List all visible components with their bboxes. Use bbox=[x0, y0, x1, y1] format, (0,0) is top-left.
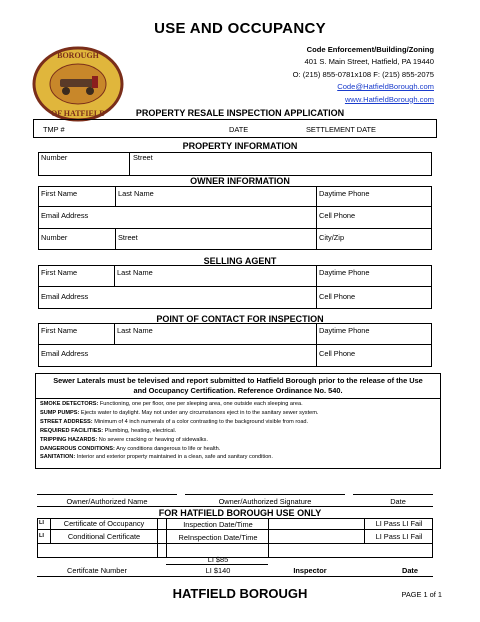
contact-email-label: Email Address bbox=[41, 349, 89, 358]
contact-first-name-label: First Name bbox=[41, 326, 78, 335]
divider bbox=[114, 323, 115, 344]
divider bbox=[316, 323, 317, 367]
divider bbox=[364, 518, 365, 543]
signature-date-label: Date bbox=[390, 497, 406, 506]
divider bbox=[114, 265, 115, 286]
agent-last-name-label: Last Name bbox=[117, 268, 153, 277]
owner-street-label: Street bbox=[118, 233, 138, 242]
fee-140[interactable]: LI $140 bbox=[205, 566, 231, 575]
reinspection-date-label: ReInspection Date/Time bbox=[178, 533, 258, 542]
divider bbox=[38, 286, 432, 287]
owner-authorized-signature-label: Owner/Authorized Signature bbox=[218, 497, 312, 506]
divider bbox=[115, 228, 116, 250]
contact-cell-label: Cell Phone bbox=[319, 349, 356, 358]
divider bbox=[166, 518, 167, 558]
divider bbox=[316, 265, 317, 309]
list-item: STREET ADDRESS: Minimum of 4 inch numerals of a color contrasting to the background visible from road. bbox=[40, 418, 309, 425]
signature-date-line[interactable] bbox=[353, 494, 433, 495]
selling-agent-heading: SELLING AGENT bbox=[203, 256, 277, 266]
property-street-label: Street bbox=[133, 153, 153, 162]
agent-section bbox=[38, 265, 432, 309]
street-address: 401 S. Main Street, Hatfield, PA 19440 bbox=[304, 57, 434, 67]
list-item: REQUIRED FACILITIES: Plumbing, heating, electrical. bbox=[40, 427, 177, 434]
page-title: USE AND OCCUPANCY bbox=[154, 20, 326, 37]
divider bbox=[38, 344, 432, 345]
agent-first-name-label: First Name bbox=[41, 268, 78, 277]
divider bbox=[38, 206, 432, 207]
settlement-date-label: SETTLEMENT DATE bbox=[306, 125, 376, 134]
owner-section bbox=[38, 186, 432, 250]
agent-email-label: Email Address bbox=[41, 292, 89, 301]
certificate-of-occupancy-label: Certificate of Occupancy bbox=[63, 519, 145, 528]
inspection-date-footer-label: Date bbox=[401, 566, 419, 575]
tmp-label: TMP # bbox=[43, 125, 65, 134]
inspector-label: Inspector bbox=[293, 566, 327, 575]
divider bbox=[35, 398, 441, 399]
contact-block bbox=[258, 44, 434, 106]
page-number: PAGE 1 of 1 bbox=[401, 590, 442, 599]
divider bbox=[115, 186, 116, 206]
office-use-heading: FOR HATFIELD BOROUGH USE ONLY bbox=[158, 508, 322, 518]
divider bbox=[166, 564, 268, 565]
owner-name-line[interactable] bbox=[37, 494, 177, 495]
sewer-lateral-notice bbox=[35, 376, 441, 396]
application-title: PROPERTY RESALE INSPECTION APPLICATION bbox=[135, 108, 345, 118]
list-item: SUMP PUMPS: Ejects water to daylight. May not under any circumstances eject in to the sanitary sewer system. bbox=[40, 409, 319, 416]
agent-cell-label: Cell Phone bbox=[319, 292, 356, 301]
list-item: TRIPPING HAZARDS: No severe cracking or heaving of sidewalks. bbox=[40, 436, 208, 443]
divider bbox=[37, 506, 433, 507]
pass-fail-1[interactable]: LI Pass LI Fail bbox=[375, 519, 423, 528]
divider bbox=[316, 186, 317, 250]
owner-authorized-name-label: Owner/Authorized Name bbox=[66, 497, 148, 506]
date-label: DATE bbox=[229, 125, 249, 134]
co-checkbox[interactable]: LI bbox=[39, 520, 44, 526]
divider bbox=[129, 152, 130, 176]
divider bbox=[37, 529, 433, 530]
contact-section bbox=[38, 323, 432, 367]
phone-fax: O: (215) 855-0781x108 F: (215) 855-2075 bbox=[292, 69, 434, 79]
divider bbox=[50, 518, 51, 543]
divider bbox=[268, 518, 269, 558]
property-info-heading: PROPERTY INFORMATION bbox=[182, 141, 298, 151]
list-item: SMOKE DETECTORS: Functioning, one per floor, one per sleeping area, one outside each sleeping area. bbox=[40, 401, 303, 407]
contact-last-name-label: Last Name bbox=[117, 326, 153, 335]
website-link[interactable]: www.HatfieldBorough.com bbox=[344, 94, 434, 104]
footer-org-name: HATFIELD BOROUGH bbox=[172, 586, 308, 601]
owner-cell-label: Cell Phone bbox=[319, 211, 356, 220]
list-item: SANITATION: Interior and exterior property maintained in a clean, safe and sanitary condition. bbox=[40, 454, 273, 461]
owner-city-zip-label: City/Zip bbox=[319, 233, 345, 242]
divider bbox=[37, 576, 433, 577]
logo-top-text: BOROUGH bbox=[57, 51, 99, 60]
owner-info-heading: OWNER INFORMATION bbox=[190, 176, 290, 186]
property-section bbox=[38, 152, 432, 176]
conditional-certificate-label: Conditional Certificate bbox=[67, 532, 141, 541]
list-item: DANGEROUS CONDITIONS: Any conditions dangerous to life or health. bbox=[40, 445, 221, 452]
notice-line-1: Sewer Laterals must be televised and report submitted to Hatfield Borough prior to the release of the Use bbox=[53, 376, 423, 385]
owner-daytime-phone-label: Daytime Phone bbox=[319, 189, 370, 198]
email-link[interactable]: Code@HatfieldBorough.com bbox=[337, 82, 434, 92]
owner-email-label: Email Address bbox=[41, 211, 89, 220]
point-of-contact-heading: POINT OF CONTACT FOR INSPECTION bbox=[156, 314, 324, 324]
cc-checkbox[interactable]: LI bbox=[39, 533, 44, 539]
property-number-label: Number bbox=[41, 153, 68, 162]
contact-daytime-phone-label: Daytime Phone bbox=[319, 326, 370, 335]
agent-daytime-phone-label: Daytime Phone bbox=[319, 268, 370, 277]
owner-last-name-label: Last Name bbox=[118, 189, 154, 198]
fee-85[interactable]: LI $85 bbox=[207, 555, 229, 564]
owner-signature-line[interactable] bbox=[185, 494, 345, 495]
owner-first-name-label: First Name bbox=[41, 189, 78, 198]
notice-line-2: and Occupancy Certification. Reference Ordinance No. 540. bbox=[133, 386, 343, 395]
owner-number-label: Number bbox=[41, 233, 68, 242]
department-name: Code Enforcement/Building/Zoning bbox=[306, 45, 434, 54]
inspection-date-label: Inspection Date/Time bbox=[183, 520, 253, 529]
requirements-list bbox=[40, 400, 438, 462]
pass-fail-2[interactable]: LI Pass LI Fail bbox=[375, 532, 423, 541]
divider bbox=[157, 518, 158, 558]
divider bbox=[38, 228, 432, 229]
certificate-number-label: Certifcate Number bbox=[67, 566, 127, 575]
logo-bottom-text: OF HATFIELD bbox=[50, 109, 106, 118]
divider bbox=[37, 543, 433, 544]
